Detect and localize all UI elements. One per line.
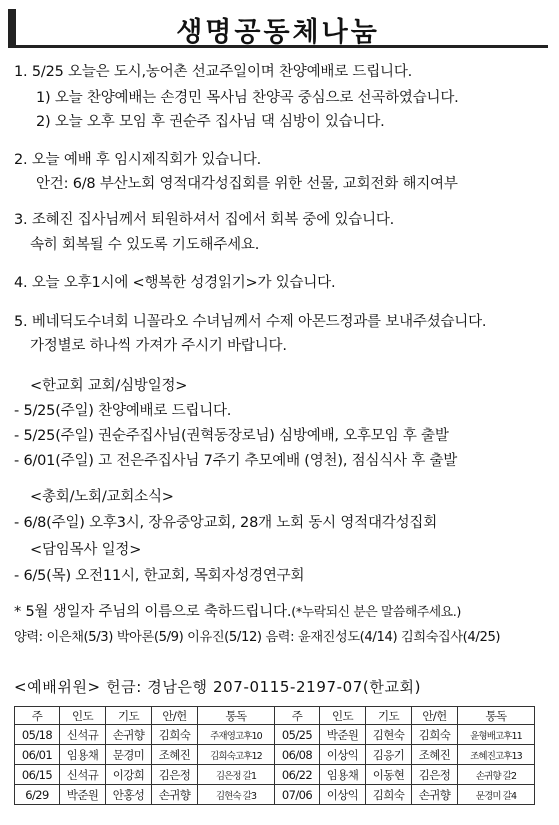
item-number: 2. bbox=[14, 152, 28, 168]
table-row bbox=[15, 725, 535, 745]
table-cell: 손귀향 bbox=[106, 725, 152, 745]
sub-text: 오늘 찬양예배는 손경민 목사님 찬양곡 중심으로 선곡하였습니다. bbox=[54, 90, 459, 106]
table-cell: 임용채 bbox=[60, 745, 106, 765]
table-cell: 김현숙 갈3 bbox=[198, 785, 275, 805]
birthday-line bbox=[14, 600, 461, 621]
item-continuation: 안건: 6/8 부산노회 영적대각성집회를 위한 선물, 교회전화 해지여부 bbox=[36, 176, 458, 192]
item-number: 4. bbox=[14, 275, 28, 291]
item-number: 1. bbox=[14, 64, 28, 80]
birthday-greeting: * 5월 생일자 주님의 이름으로 축하드립니다. bbox=[14, 604, 292, 620]
table-cell: 06/22 bbox=[275, 765, 320, 785]
item-text: 조혜진 집사님께서 퇴원하셔서 집에서 회복 중에 있습니다. bbox=[31, 212, 395, 228]
item-text: 베네딕도수녀회 니꼴라오 수녀님께서 수제 아몬드정과를 보내주셨습니다. bbox=[31, 314, 487, 330]
item-text: 오늘 예배 후 임시제직회가 있습니다. bbox=[31, 152, 262, 168]
table-cell: 김현숙 bbox=[366, 725, 412, 745]
table-cell: 윤형배고후11 bbox=[458, 725, 535, 745]
sub-number: 2) bbox=[36, 114, 51, 130]
header-cell: 기도 bbox=[366, 707, 412, 725]
announcement-5-cont bbox=[30, 334, 287, 355]
item-continuation: 속히 회복될 수 있도록 기도해주세요. bbox=[30, 237, 260, 253]
table-cell: 신석규 bbox=[60, 725, 106, 745]
header-cell: 인도 bbox=[320, 707, 366, 725]
table-cell: 손귀향 bbox=[152, 785, 198, 805]
worship-roster-table bbox=[14, 706, 535, 805]
table-cell: 신석규 bbox=[60, 765, 106, 785]
table-cell: 이강희 bbox=[106, 765, 152, 785]
assembly-news-heading: <총회/노회/교회소식> bbox=[30, 489, 174, 505]
table-cell: 손귀향 bbox=[412, 785, 458, 805]
church-schedule-item-2: - 5/25(주일) 권순주집사님(권혁동장로님) 심방예배, 오후모임 후 출발 bbox=[14, 428, 449, 444]
table-cell: 김희숙 bbox=[412, 725, 458, 745]
table-cell: 김응기 bbox=[366, 745, 412, 765]
table-cell: 조혜진 bbox=[152, 745, 198, 765]
header-cell: 통독 bbox=[198, 707, 275, 725]
header-cell: 주 bbox=[15, 707, 60, 725]
header-cell: 통독 bbox=[458, 707, 535, 725]
birthday-list: 양력: 이은채(5/3) 박아론(5/9) 이유진(5/12) 음력: 윤재진성도(4/14) 김희숙집사(4/25) bbox=[14, 630, 501, 645]
announcement-1 bbox=[14, 60, 412, 81]
offering-line bbox=[14, 676, 421, 697]
announcement-1-sub-1 bbox=[36, 86, 459, 107]
item-number: 3. bbox=[14, 212, 28, 228]
table-cell: 조혜진 bbox=[412, 745, 458, 765]
table-cell: 김희숙 bbox=[366, 785, 412, 805]
table-cell: 안홍성 bbox=[106, 785, 152, 805]
table-cell: 임용채 bbox=[320, 765, 366, 785]
announcement-3 bbox=[14, 208, 394, 229]
table-cell: 05/18 bbox=[15, 725, 60, 745]
table-cell: 손귀향 갈2 bbox=[458, 765, 535, 785]
table-row bbox=[15, 745, 535, 765]
church-schedule-heading: <한교회 교회/심방일정> bbox=[30, 378, 188, 394]
header-cell: 기도 bbox=[106, 707, 152, 725]
table-cell: 06/01 bbox=[15, 745, 60, 765]
pastor-schedule-item-1: - 6/5(목) 오전11시, 한교회, 목회자성경연구회 bbox=[14, 568, 305, 584]
sub-text: 오늘 오후 모임 후 권순주 집사님 댁 심방이 있습니다. bbox=[54, 114, 385, 130]
table-cell: 김은정 갈1 bbox=[198, 765, 275, 785]
announcement-4 bbox=[14, 271, 335, 292]
header-cell: 안/헌 bbox=[412, 707, 458, 725]
table-row bbox=[15, 765, 535, 785]
header-cell: 주 bbox=[275, 707, 320, 725]
header-cell: 안/헌 bbox=[152, 707, 198, 725]
item-number: 5. bbox=[14, 314, 28, 330]
roster-header-row bbox=[15, 707, 535, 725]
pastor-schedule-heading: <담임목사 일정> bbox=[30, 542, 142, 558]
item-continuation: 가정별로 하나씩 가져가 주시기 바랍니다. bbox=[30, 338, 287, 354]
table-cell: 05/25 bbox=[275, 725, 320, 745]
page-title: 생명공동체나눔 bbox=[176, 17, 380, 48]
announcement-2-agenda bbox=[36, 172, 458, 193]
table-cell: 06/08 bbox=[275, 745, 320, 765]
table-cell: 07/06 bbox=[275, 785, 320, 805]
announcement-5 bbox=[14, 310, 486, 331]
table-cell: 김은정 bbox=[152, 765, 198, 785]
church-schedule-item-1: - 5/25(주일) 찬양예배로 드립니다. bbox=[14, 403, 232, 419]
sub-number: 1) bbox=[36, 90, 51, 106]
table-cell: 주재영고후10 bbox=[198, 725, 275, 745]
assembly-news-item-1: - 6/8(주일) 오후3시, 장유중앙교회, 28개 노회 동시 영적대각성집회 bbox=[14, 515, 437, 531]
announcement-2 bbox=[14, 148, 261, 169]
announcement-1-sub-2 bbox=[36, 110, 385, 131]
item-text: 오늘 오후1시에 <행복한 성경읽기>가 있습니다. bbox=[31, 275, 336, 291]
table-cell: 김희숙 bbox=[152, 725, 198, 745]
table-cell: 문경미 bbox=[106, 745, 152, 765]
table-cell: 박준원 bbox=[60, 785, 106, 805]
header-cell: 인도 bbox=[60, 707, 106, 725]
table-cell: 이상익 bbox=[320, 785, 366, 805]
table-row bbox=[15, 785, 535, 805]
table-cell: 이상익 bbox=[320, 745, 366, 765]
table-cell: 이동현 bbox=[366, 765, 412, 785]
table-cell: 박준원 bbox=[320, 725, 366, 745]
table-cell: 조혜진고후13 bbox=[458, 745, 535, 765]
table-cell: 김희숙고후12 bbox=[198, 745, 275, 765]
church-schedule-item-3: - 6/01(주일) 고 전은주집사님 7주기 추모예배 (영천), 점심식사 후 출발 bbox=[14, 453, 458, 469]
worship-committee-label: <예배위원> bbox=[14, 678, 101, 696]
birthday-note: (*누락되신 분은 말씀해주세요.) bbox=[291, 605, 461, 620]
table-cell: 김은정 bbox=[412, 765, 458, 785]
table-cell: 06/15 bbox=[15, 765, 60, 785]
announcement-3-cont bbox=[30, 233, 259, 254]
item-text: 5/25 오늘은 도시,농어촌 선교주일이며 찬양예배로 드립니다. bbox=[31, 64, 413, 80]
table-cell: 6/29 bbox=[15, 785, 60, 805]
table-cell: 문경미 갈4 bbox=[458, 785, 535, 805]
offering-account: 헌금: 경남은행 207-0115-2197-07(한교회) bbox=[106, 678, 422, 696]
title-bar bbox=[8, 9, 548, 48]
